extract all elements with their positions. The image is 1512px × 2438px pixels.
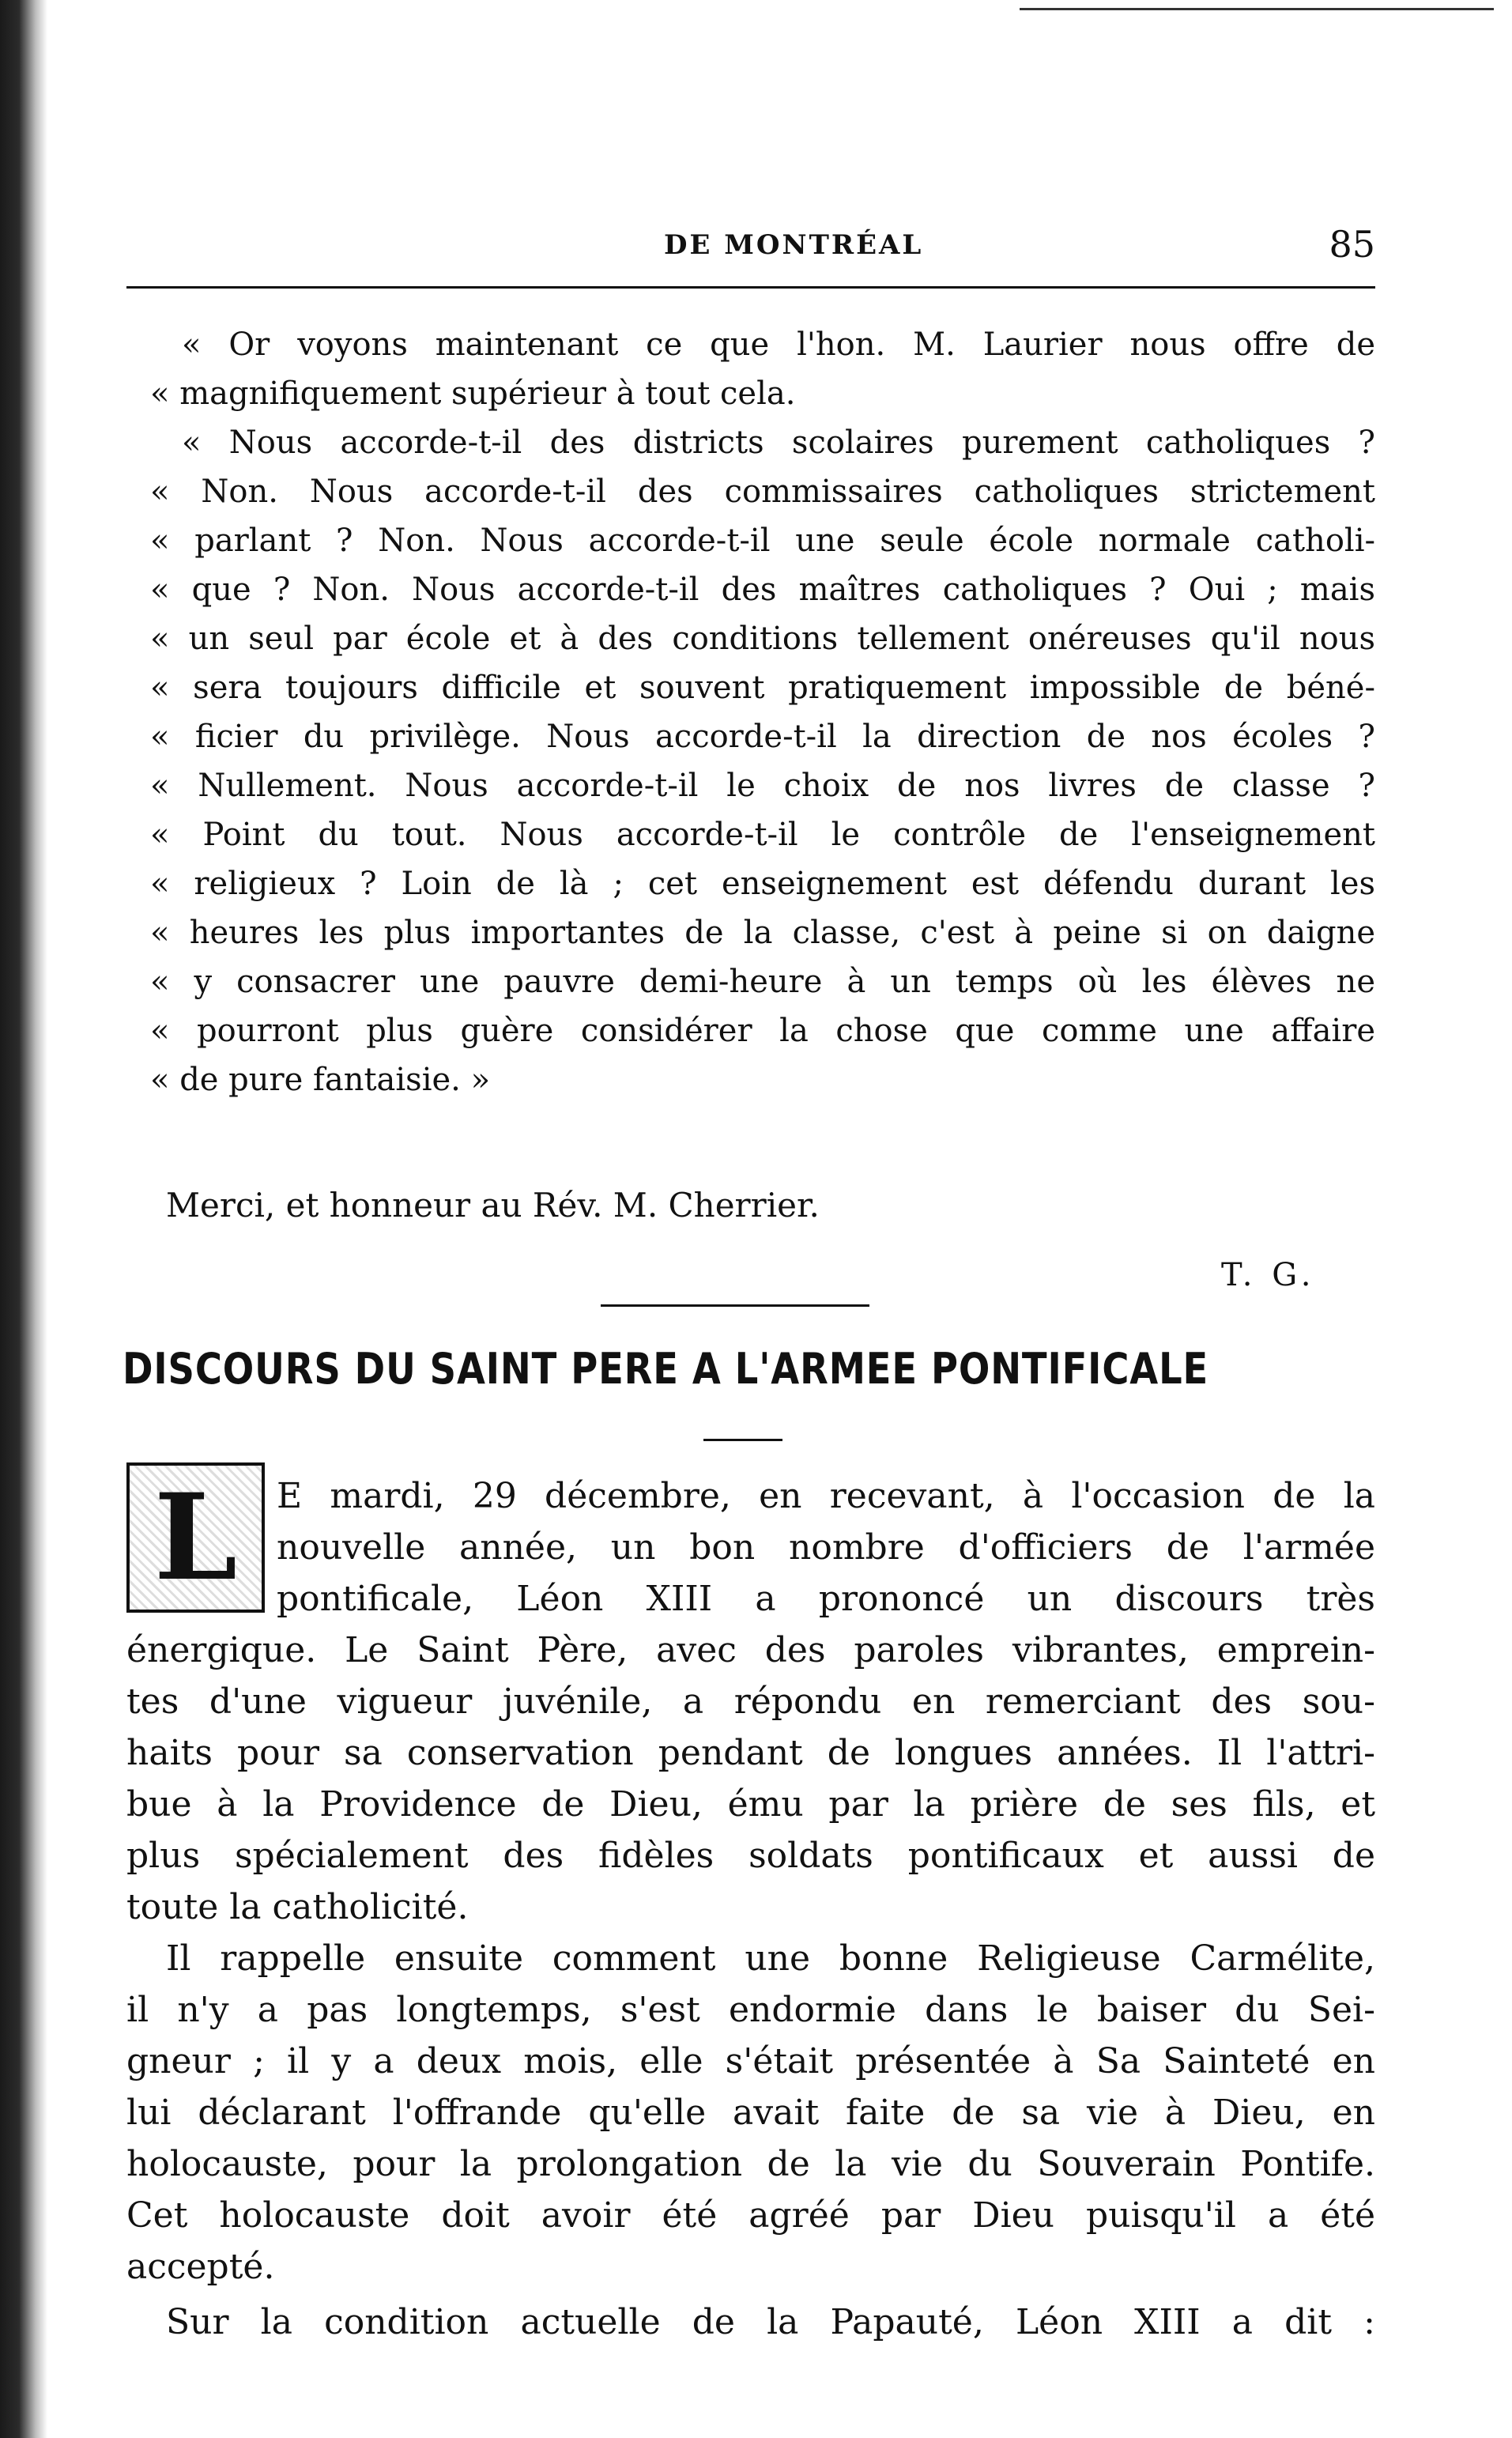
body-line: toute la catholicité.	[126, 1887, 469, 1927]
quote-line: « parlant ? Non. Nous accorde-t-il une seule école normale catholi-	[150, 523, 1375, 559]
signature: T. G.	[1221, 1257, 1316, 1293]
quote-line: « magnifiquement supérieur à tout cela.	[150, 376, 796, 412]
quote-line: « Nous accorde-t-il des districts scolaires purement catholiques ?	[182, 425, 1375, 461]
quote-line: « Or voyons maintenant ce que l'hon. M. Laurier nous offre de	[182, 326, 1375, 363]
body-line: énergique. Le Saint Père, avec des paroles vibrantes, emprein-	[126, 1630, 1375, 1670]
quote-line: « Point du tout. Nous accorde-t-il le contrôle de l'enseignement	[150, 817, 1375, 853]
body-line: lui déclarant l'offrande qu'elle avait faite de sa vie à Dieu, en	[126, 2093, 1375, 2133]
body-line: Il rappelle ensuite comment une bonne Religieuse Carmélite,	[166, 1938, 1375, 1979]
quote-line: « Non. Nous accorde-t-il des commissaires catholiques strictement	[150, 474, 1375, 510]
body-line: bue à la Providence de Dieu, ému par la prière de ses fils, et	[126, 1784, 1375, 1825]
paragraph-2	[126, 1933, 1375, 2293]
quote-line: « y consacrer une pauvre demi-heure à un temps où les élèves ne	[150, 964, 1375, 1000]
body-line: haits pour sa conservation pendant de longues années. Il l'attri-	[126, 1733, 1375, 1773]
separator-rule	[601, 1304, 869, 1307]
running-head: DE MONTRÉAL	[664, 229, 924, 261]
closing-line: Merci, et honneur au Rév. M. Cherrier.	[166, 1186, 820, 1225]
top-rule	[1020, 8, 1494, 10]
quote-line: « heures les plus importantes de la classe, c'est à peine si on daigne	[150, 915, 1375, 951]
quote-line: « religieux ? Loin de là ; cet enseignement est défendu durant les	[150, 866, 1375, 902]
body-line: holocauste, pour la prolongation de la vie du Souverain Pontife.	[126, 2144, 1375, 2184]
body-line: E mardi, 29 décembre, en recevant, à l'occasion de la	[277, 1476, 1375, 1516]
body-line: Sur la condition actuelle de la Papauté, Léon XIII a dit :	[166, 2302, 1375, 2342]
quote-line: « un seul par école et à des conditions tellement onéreuses qu'il nous	[150, 621, 1375, 657]
body-line: pontificale, Léon XIII a prononcé un discours très	[277, 1579, 1375, 1619]
quotation-block	[126, 320, 1375, 1104]
page-header	[126, 223, 1375, 269]
body-line: plus spécialement des fidèles soldats pontificaux et aussi de	[126, 1836, 1375, 1876]
paragraph-3	[126, 2296, 1375, 2348]
page-number: 85	[1329, 223, 1375, 266]
section-title: DISCOURS DU SAINT PERE A L'ARMEE PONTIFICALE	[123, 1344, 1209, 1394]
title-rule	[703, 1439, 782, 1441]
header-rule	[126, 286, 1375, 289]
body-line: tes d'une vigueur juvénile, a répondu en remerciant des sou-	[126, 1681, 1375, 1722]
quote-line: « que ? Non. Nous accorde-t-il des maîtres catholiques ? Oui ; mais	[150, 572, 1375, 608]
body-line: gneur ; il y a deux mois, elle s'était présentée à Sa Sainteté en	[126, 2041, 1375, 2081]
quote-line: « sera toujours difficile et souvent pratiquement impossible de béné-	[150, 670, 1375, 706]
body-line: Cet holocauste doit avoir été agréé par Dieu puisqu'il a été	[126, 2195, 1375, 2236]
body-line: accepté.	[126, 2247, 275, 2287]
quote-line: « pourront plus guère considérer la chose que comme une affaire	[150, 1013, 1375, 1049]
quote-line: « de pure fantaisie. »	[150, 1062, 491, 1098]
body-line: il n'y a pas longtemps, s'est endormie dans le baiser du Sei-	[126, 1990, 1375, 2030]
drop-cap-letter: L	[153, 1468, 238, 1607]
paragraph-1	[126, 1470, 1375, 1933]
page-binding-edge	[0, 0, 47, 2438]
quote-line: « ficier du privilège. Nous accorde-t-il la direction de nos écoles ?	[150, 719, 1375, 755]
body-line: nouvelle année, un bon nombre d'officiers de l'armée	[277, 1527, 1375, 1568]
quote-line: « Nullement. Nous accorde-t-il le choix de nos livres de classe ?	[150, 768, 1375, 804]
